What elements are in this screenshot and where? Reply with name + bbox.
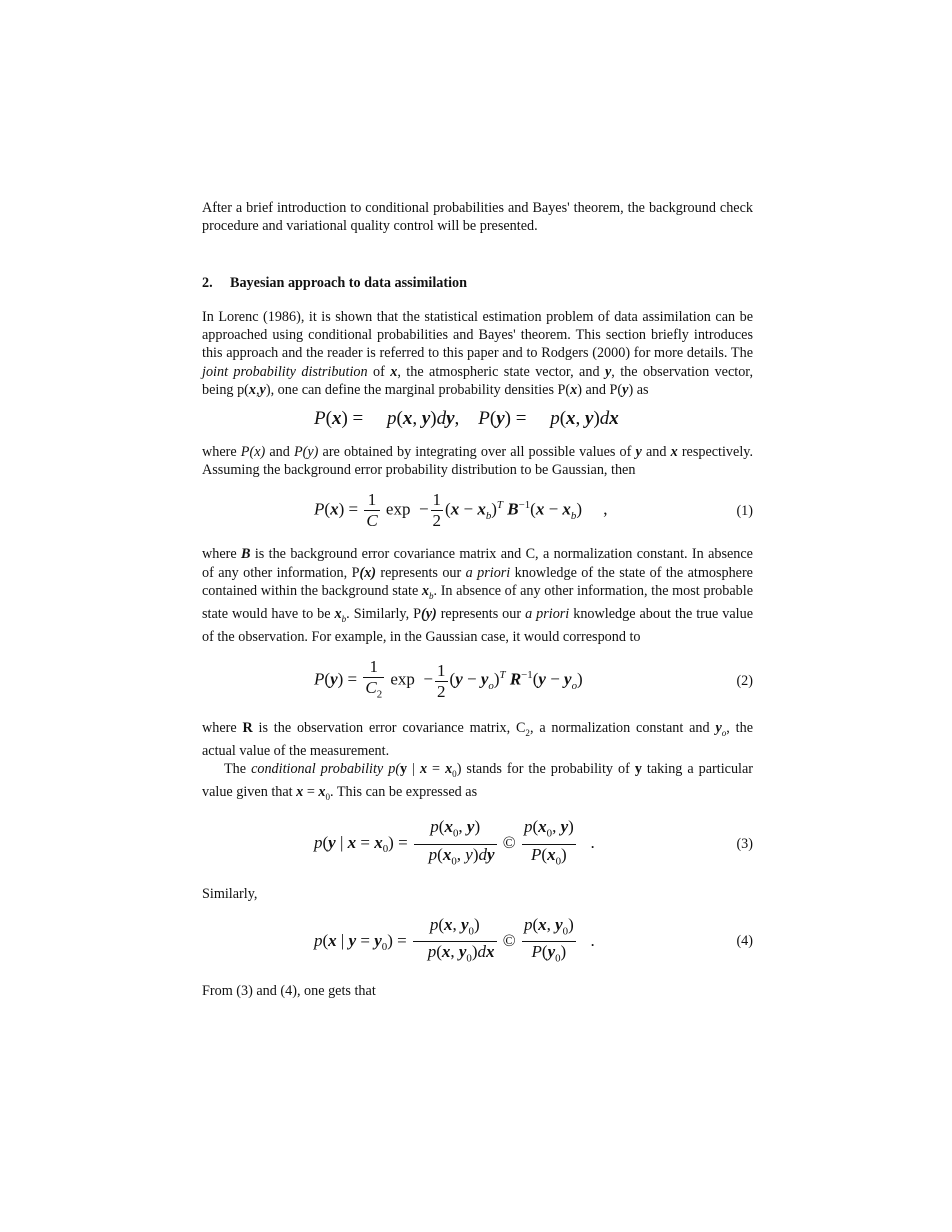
final-line: From (3) and (4), one gets that [202, 983, 376, 1000]
equation-2: P(y) = $\frac{1}{C_2}$ exp − $\frac{1}{2}$ $(y - y_o)^T$ $R^{-1}(y - y_o)$ (2) [314, 657, 753, 701]
paragraph-5: The conditional probability p(y | $x = x_0$) stands for the probability of y taking a particular value given that $x = x_0$. This can be expressed as [202, 761, 754, 803]
equation-4: p(x | $y = y_0$) = $\frac{p(x, y_0)}{p(x, y_0)dx}$ © $\frac{p(x, y_0)}{P(y_0)}$ . (4) [314, 914, 753, 965]
section-number: 2. [202, 274, 213, 291]
document-page [202, 199, 753, 1001]
equation-number-3: (3) [736, 836, 753, 853]
equation-1: P(x) = $\frac{1}{C}$ exp − $\frac{1}{2}$ $(x - x_b)^T$ $B^{-1}(x - x_b)$ , (1) [314, 490, 753, 531]
paragraph-1: In Lorenc (1986), it is shown that the statistical estimation problem of data assimilation can be approached using conditional probabilities and Bayes' theorem. This section briefly introduces this approach and the reader is referred to this paper and to Rodgers (2000) for more details. The joint probability distribution of x, the atmospheric state vector, and y, the observation vector, being p(x,y), one can define the marginal probability densities P(x) and P(y) as [202, 308, 754, 399]
paragraph-2: where P(x) and P(y) are obtained by integrating over all possible values of y and x respectively. Assuming the background error probability distribution to be Gaussian, then [202, 443, 753, 478]
equation-number-2: (2) [736, 672, 753, 689]
equation-number-1: (1) [736, 502, 753, 519]
paragraph-3: where B is the background error covariance matrix and C, a normalization constant. In absence of any other information, P(x) represents our a priori knowledge of the state of the atmosphere contained within the background state $x_b$. In absence of any other information, the most probable state would have to be $x_b$. Similarly, P(y) represents our a priori knowledge about the true value of the observation. For example, in the Gaussian case, it would correspond to [202, 546, 753, 646]
section-heading [202, 274, 753, 292]
equation-number-4: (4) [736, 933, 753, 950]
equation-3: p(y | $x = x_0$) = $\frac{p(x_0, y)}{p(x_0, y)dy}$ © $\frac{p(x_0, y)}{P(x_0)}$ . (3) [314, 817, 753, 868]
similarly-line: Similarly, [202, 886, 258, 903]
section-title: Bayesian approach to data assimilation [230, 274, 468, 291]
paragraph-4: where R is the observation error covariance matrix, $C_2$, a normalization constant and $y_o$, the actual value of the measurement. [202, 719, 753, 759]
equation-marginal: P(x) = p(x, y)dy, P(y) = p(x, y)dx [314, 408, 619, 430]
intro-paragraph: After a brief introduction to conditional probabilities and Bayes' theorem, the background check procedure and variational quality control will be presented. [202, 200, 753, 235]
